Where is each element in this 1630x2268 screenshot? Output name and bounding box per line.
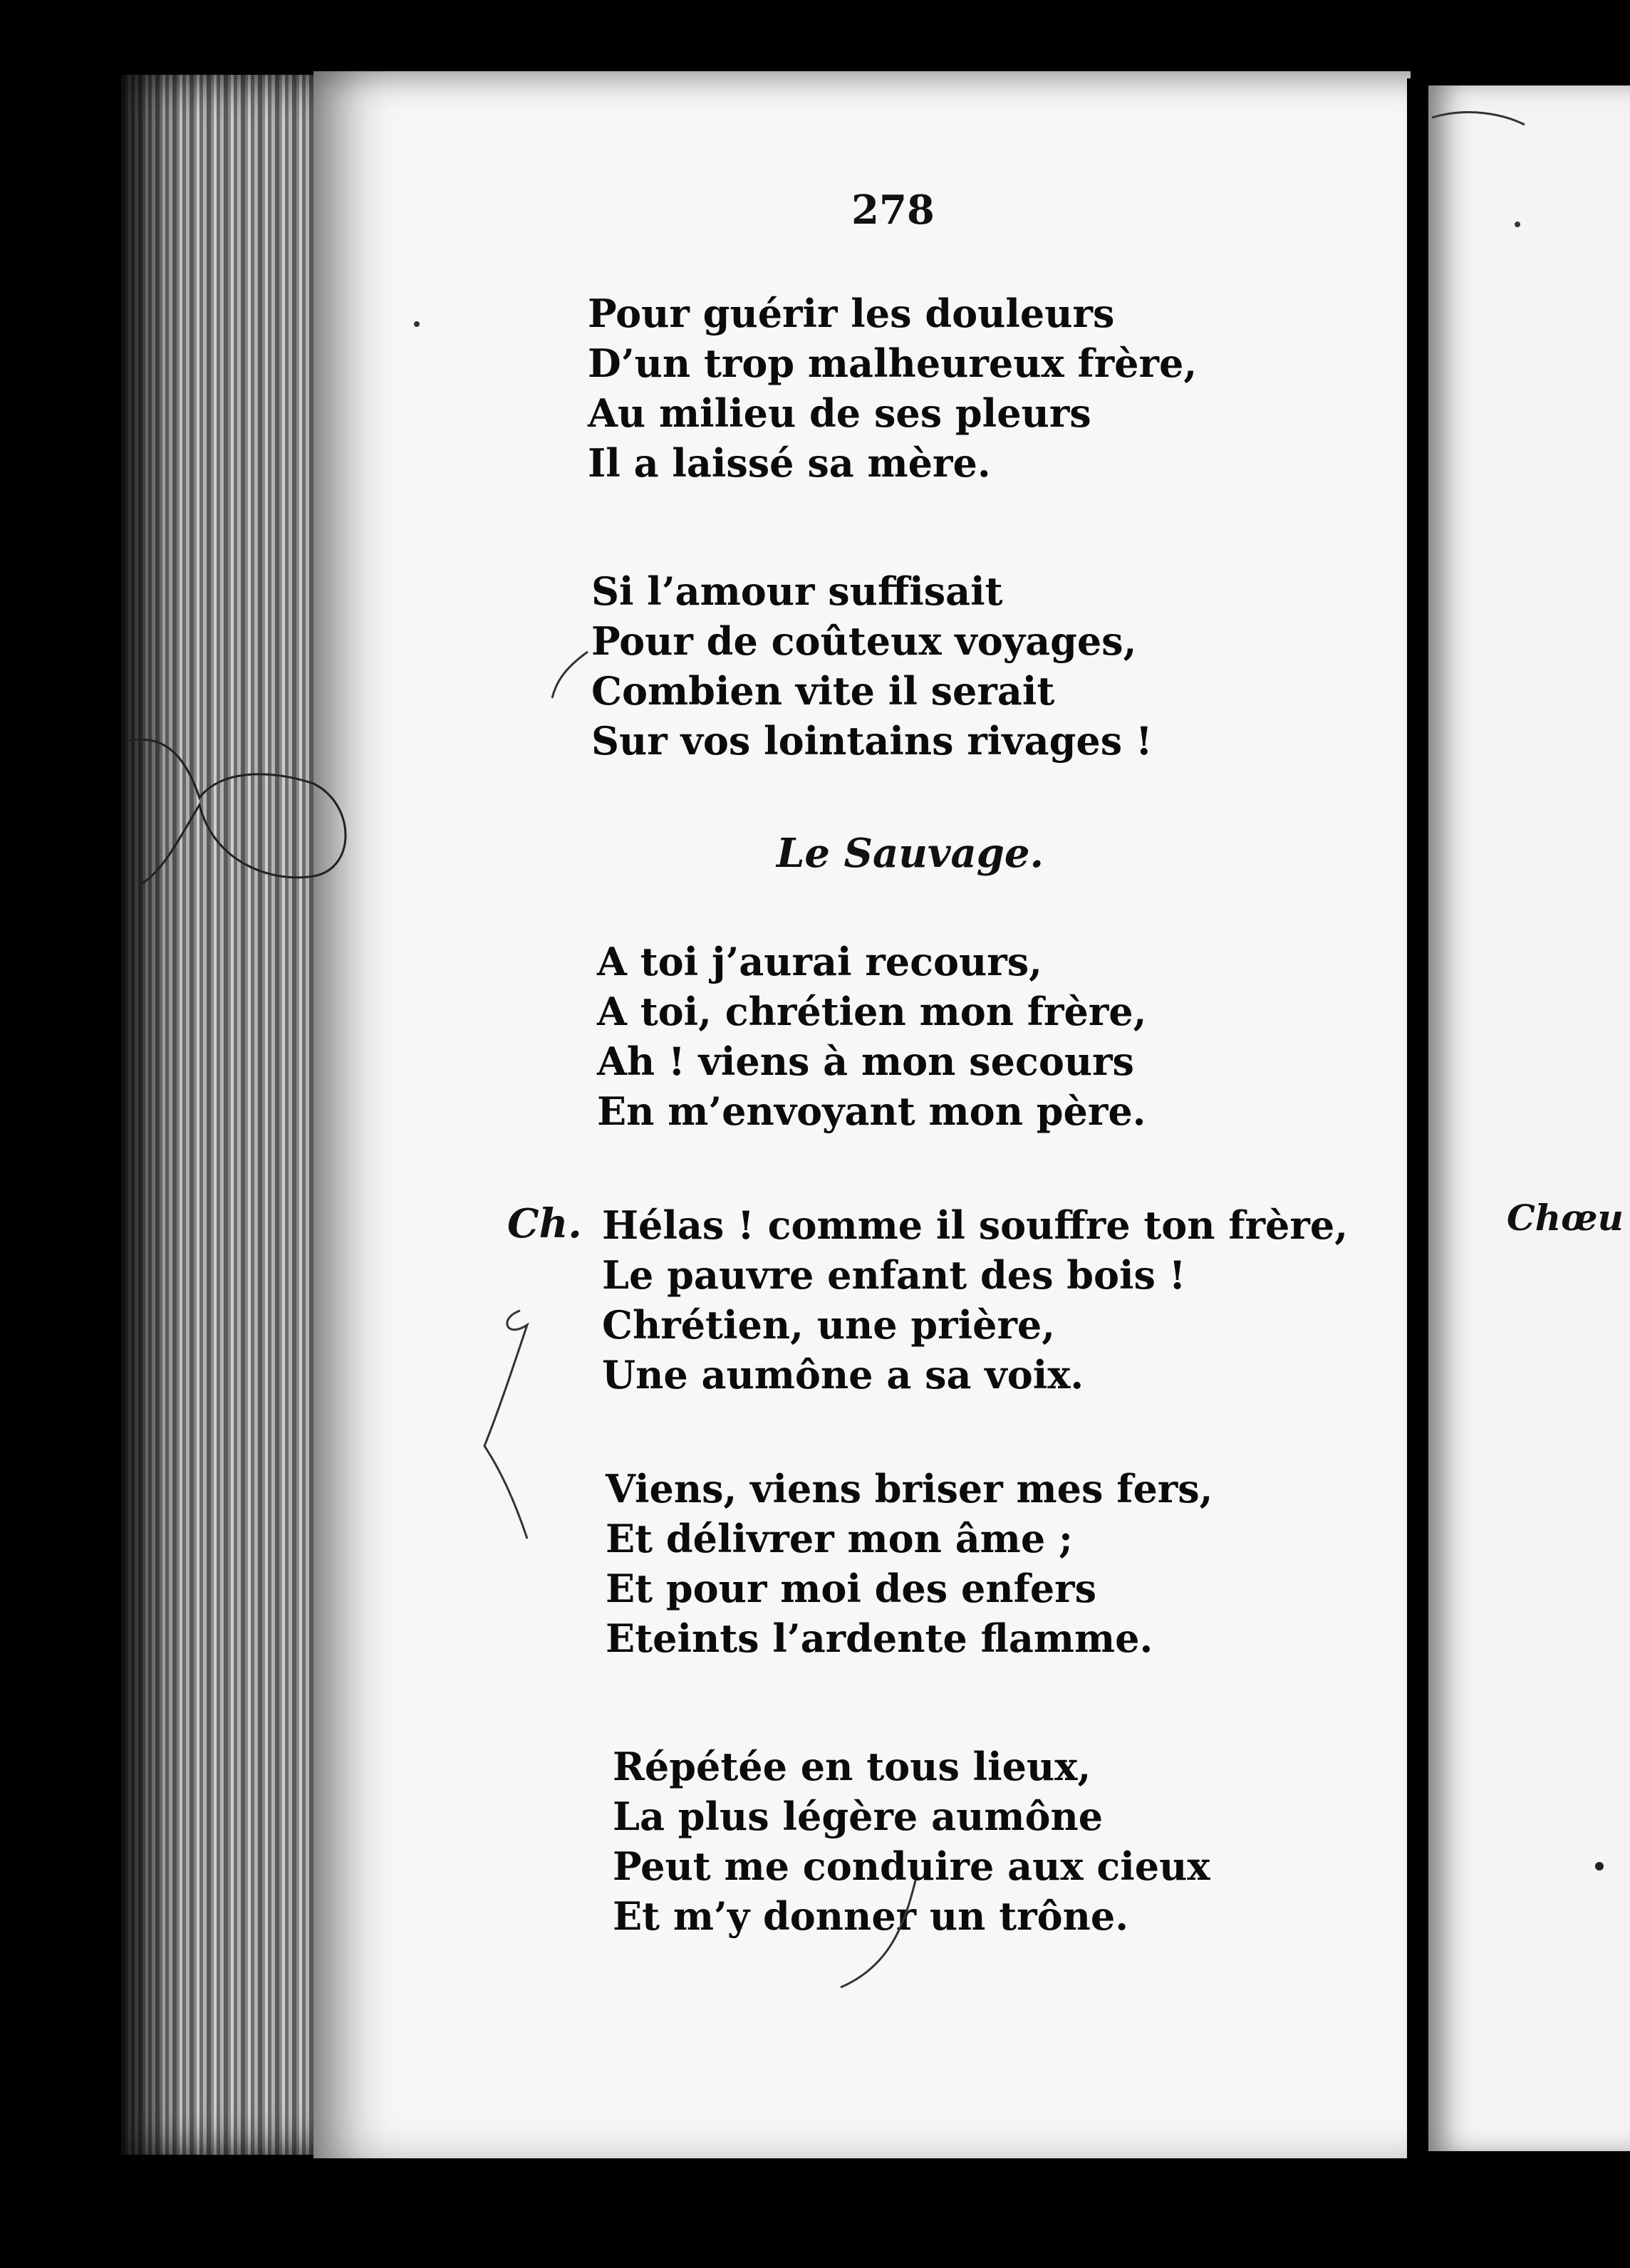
verse-line: La plus légère aumône bbox=[613, 1794, 1104, 1839]
verse-line: Et m’y donner un trône. bbox=[613, 1893, 1129, 1939]
facing-page bbox=[1428, 85, 1630, 2151]
verse-line: Si l’amour suffisait bbox=[591, 568, 1003, 614]
verse-line: Une aumône a sa voix. bbox=[602, 1352, 1084, 1398]
book-edge bbox=[121, 75, 328, 2155]
stanza-5 bbox=[606, 1464, 1213, 1663]
verse-line: Et délivrer mon âme ; bbox=[606, 1516, 1073, 1561]
verse-line: Chrétien, une prière, bbox=[602, 1302, 1056, 1348]
verse-line: A toi, chrétien mon frère, bbox=[597, 989, 1147, 1034]
verse-line: Répétée en tous lieux, bbox=[613, 1744, 1091, 1789]
verse-line: En m’envoyant mon père. bbox=[597, 1088, 1146, 1134]
verse-line: Au milieu de ses pleurs bbox=[588, 390, 1091, 436]
verse-line: Combien vite il serait bbox=[591, 668, 1055, 714]
verse-line: Et pour moi des enfers bbox=[606, 1566, 1097, 1611]
page-number: 278 bbox=[851, 187, 935, 234]
verse-line: D’un trop malheureux frère, bbox=[588, 340, 1198, 386]
stanza-4 bbox=[602, 1200, 1348, 1400]
verse-line: Peut me conduire aux cieux bbox=[613, 1843, 1210, 1889]
verse-line: A toi j’aurai recours, bbox=[597, 939, 1042, 984]
verse-line: Pour de coûteux voyages, bbox=[591, 618, 1137, 664]
verse-line: Hélas ! comme il souffre ton frère, bbox=[602, 1202, 1349, 1248]
verse-line: Sur vos lointains rivages ! bbox=[591, 718, 1153, 764]
stanza-3 bbox=[597, 937, 1146, 1136]
section-heading: Le Sauvage. bbox=[777, 830, 1044, 877]
page-gutter bbox=[1407, 78, 1428, 2158]
verse-line: Eteints l’ardente flamme. bbox=[606, 1616, 1153, 1661]
facing-page-word: Chœu bbox=[1507, 1197, 1624, 1239]
stanza-6 bbox=[613, 1742, 1210, 1941]
verse-line: Pour guérir les douleurs bbox=[588, 291, 1115, 336]
verse-line: Ah ! viens à mon secours bbox=[597, 1039, 1134, 1084]
stanza-1 bbox=[588, 288, 1197, 488]
verse-line: Le pauvre enfant des bois ! bbox=[602, 1252, 1186, 1298]
chorus-label: Ch. bbox=[507, 1200, 582, 1247]
stanza-2 bbox=[591, 566, 1153, 766]
verse-line: Il a laissé sa mère. bbox=[588, 440, 991, 486]
verse-line: Viens, viens briser mes fers, bbox=[606, 1466, 1213, 1512]
